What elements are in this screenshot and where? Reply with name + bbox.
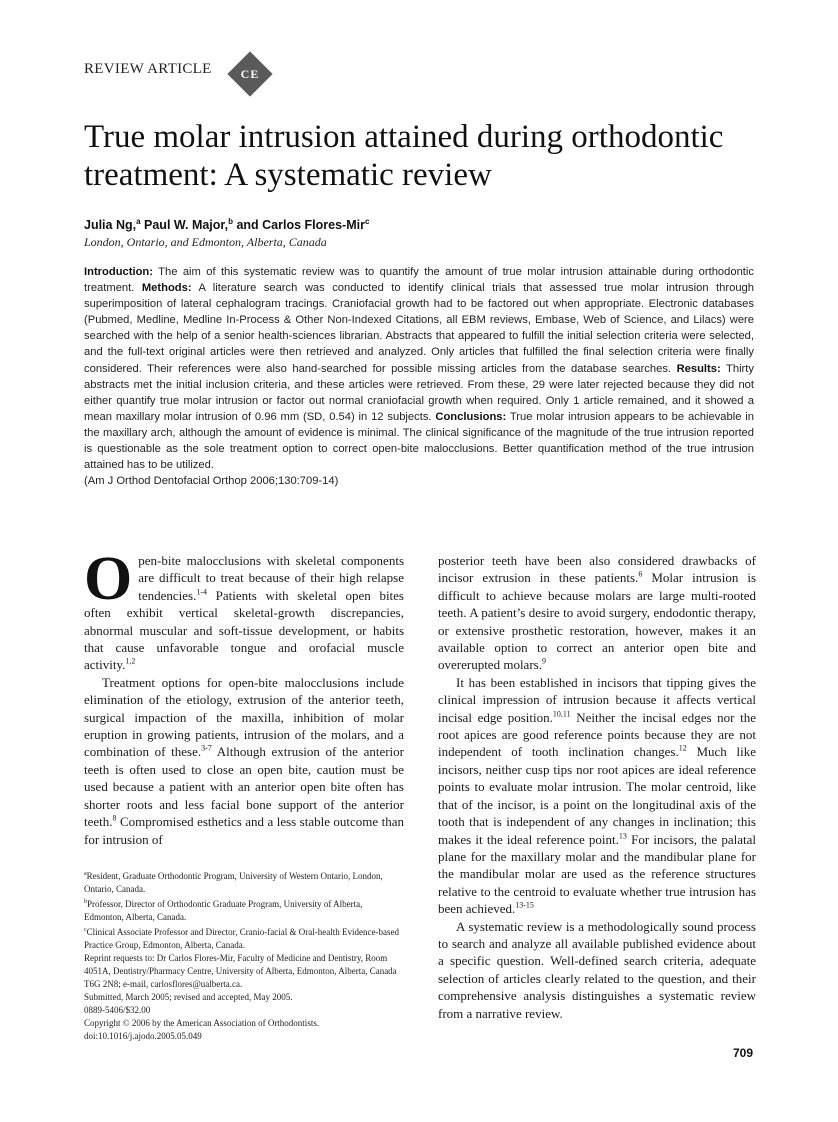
footnote	[84, 896, 404, 924]
footnotes	[84, 868, 404, 1043]
body-column-left	[84, 545, 404, 848]
body-text: pen-bite malocclusions with skeletal components are difficult to treat because of their high relapse tendencies.	[138, 553, 404, 603]
reference-mark: 1-4	[196, 587, 208, 597]
author-affiliation-mark: b	[228, 217, 233, 226]
body-text: Much like incisors, neither cusp tips nor root apices are ideal reference points to evaluate molar intrusion. The molar centroid, like that of the incisor, is a point on the longitudinal axis of the tooth that is independent of any changes in inclination; this makes it the ideal reference point.	[438, 744, 756, 847]
abstract-conclusions: True molar intrusion appears to be achievable in the maxillary arch, although the amount of evidence is minimal. The clinical significance of the magnitude of the true intrusion reported is questionable as the sole treatment option to correct open-bite malocclusions. Better quantification method of the true intrusion attained has to be utilized.	[84, 410, 754, 472]
abstract-results: Thirty abstracts met the initial inclusion criteria, and these articles were retrieved. From these, 29 were later rejected because they did not either quantify true molar intrusion or factor out normal craniofacial growth when required. Only 1 article remained, and it showed a mean maxillary molar intrusion of 0.96 mm (SD, 0.54) in 12 subjects.	[84, 362, 754, 423]
abstract-introduction-heading: Introduction:	[84, 266, 153, 278]
reference-mark: 13-15	[515, 900, 534, 910]
body-text: Neither the incisal edges nor the root apices are good reference points because they are not independent of tooth inclination changes.	[438, 709, 756, 760]
author-name: Paul W. Major,	[140, 218, 229, 233]
body-text: For incisors, the palatal plane for the maxillary molar and the mandibular plane for the mandibular molar are used as the reference structures relative to the centroid to evaluate whether true intrusion has been achieved.	[438, 831, 756, 917]
issn: 0889-5406/$32.00	[84, 1005, 151, 1015]
reference-mark: 9	[541, 657, 546, 667]
abstract-conclusions-heading: Conclusions:	[435, 410, 507, 423]
footnote-mark: c	[84, 927, 87, 933]
article-title: True molar intrusion attained during orthodontic treatment: A systematic review	[84, 119, 724, 193]
reference-mark: 3-7	[201, 744, 212, 754]
reference-mark: 1,2	[125, 657, 136, 667]
author-list	[84, 217, 369, 232]
abstract-citation: (Am J Orthod Dentofacial Orthop 2006;130:709-14)	[84, 475, 339, 488]
abstract	[84, 264, 754, 489]
body-paragraph	[84, 545, 404, 674]
body-text: Molar intrusion is difficult to achieve because molars are large multi-rooted teeth. A patient’s desire to avoid surgery, endodontic therapy, or extensive prosthetic restoration, however, makes it an available option to correct an anterior open bite and overerupted molars.	[438, 570, 756, 673]
body-text: Compromised esthetics and a less stable outcome than for intrusion of	[84, 814, 404, 847]
reference-mark: 12	[678, 744, 687, 754]
page-number: 709	[733, 1046, 754, 1060]
body-column-right	[438, 552, 756, 1022]
author-affiliation-mark: c	[364, 217, 370, 226]
body-text: Although extrusion of the anterior teeth is often used to close an open bite, caution must be used because a patient with an anterior open bite often has shorter roots and less facial bone support of the anterior teeth.	[84, 744, 404, 830]
doi: doi:10.1016/j.ajodo.2005.05.049	[84, 1031, 202, 1041]
body-text: posterior teeth have been also considered drawbacks of incisor extrusion in these patients.	[438, 553, 756, 586]
abstract-results-heading: Results:	[676, 362, 721, 375]
body-text: Patients with skeletal open bites often exhibit vertical skeletal-growth discrepancies, abnormal muscular and soft-tissue development, or habits that cause unfavorable tongue and orofacial muscle activity.	[84, 587, 404, 673]
reprint-requests: Reprint requests to: Dr Carlos Flores-Mir, Faculty of Medicine and Dentistry, Room 4051A, Dentistry/Pharmacy Centre, University of Alberta, Edmonton, Alberta, Canada T6G 2N8; e-mail, carlosflores@ualberta.ca.	[84, 953, 397, 989]
body-paragraph	[438, 674, 756, 918]
body-paragraph	[84, 674, 404, 848]
drop-cap: O	[84, 545, 133, 613]
footnote-mark: a	[84, 871, 87, 877]
section-label: REVIEW ARTICLE	[84, 61, 212, 77]
footnote-mark: b	[84, 899, 87, 905]
reference-mark: 6	[638, 570, 643, 580]
author-affiliation-mark: a	[136, 217, 141, 226]
body-text: It has been established in incisors that tipping gives the clinical impression of intrusion because it affects vertical incisal edge position.	[438, 674, 756, 725]
abstract-methods-heading: Methods:	[141, 282, 192, 295]
author-location: London, Ontario, and Edmonton, Alberta, Canada	[84, 235, 327, 249]
footnote-text: Resident, Graduate Orthodontic Program, University of Western Ontario, London, Ontario, Canada.	[84, 871, 383, 894]
body-paragraph: A systematic review is a methodologically sound process to search and analyze all available published evidence about a specific question. Well-defined search criteria, adequate selection of articles clearly related to the question, and their comprehensive analysis distinguishes a systematic review from a narrative review.	[438, 918, 756, 1021]
author-name: and Carlos Flores-Mir	[232, 218, 365, 233]
body-paragraph	[438, 552, 756, 674]
ce-badge-label: CE	[240, 67, 260, 81]
footnote	[84, 868, 404, 896]
abstract-methods: A literature search was conducted to identify clinical trials that assessed true molar intrusion through superimposition of lateral cephalogram tracings. Craniofacial growth had to be factored out when appropriate. Electronic databases (Pubmed, Medline, Medline In-Process & Other Non-Indexed Citations, all EBM reviews, Embase, Web of Science, and Lilacs) were searched with the help of a senior health-sciences librarian. Abstracts that appeared to fulfill the initial selection criteria were selected, and the full-text original articles were then retrieved and analyzed. Only articles that fulfilled the final selection criteria were finally considered. Their references were also hand-searched for possible missing articles from the database searches.	[84, 282, 754, 375]
abstract-introduction: The aim of this systematic review was to quantify the amount of true molar intrusion attainable during orthodontic treatment.	[84, 266, 754, 295]
copyright: Copyright © 2006 by the American Association of Orthodontists.	[84, 1018, 320, 1028]
reference-mark: 8	[112, 813, 117, 823]
submission-dates: Submitted, March 2005; revised and accepted, May 2005.	[84, 992, 293, 1002]
reference-mark: 10,11	[552, 709, 571, 719]
body-text: Treatment options for open-bite malocclusions include elimination of the etiology, extrusion of the anterior teeth, surgical impaction of the maxilla, inhibition of molar eruption in growing patients, intrusion of the molars, and a combination of these.	[84, 674, 404, 760]
author-name: Julia Ng,	[84, 218, 137, 233]
footnote	[84, 924, 404, 952]
footnote-text: Professor, Director of Orthodontic Graduate Program, University of Alberta, Edmonton, Alberta, Canada.	[84, 899, 363, 922]
reference-mark: 13	[618, 831, 627, 841]
footnote-text: Clinical Associate Professor and Director, Cranio-facial & Oral-health Evidence-based Practice Group, Edmonton, Alberta, Canada.	[84, 927, 399, 950]
